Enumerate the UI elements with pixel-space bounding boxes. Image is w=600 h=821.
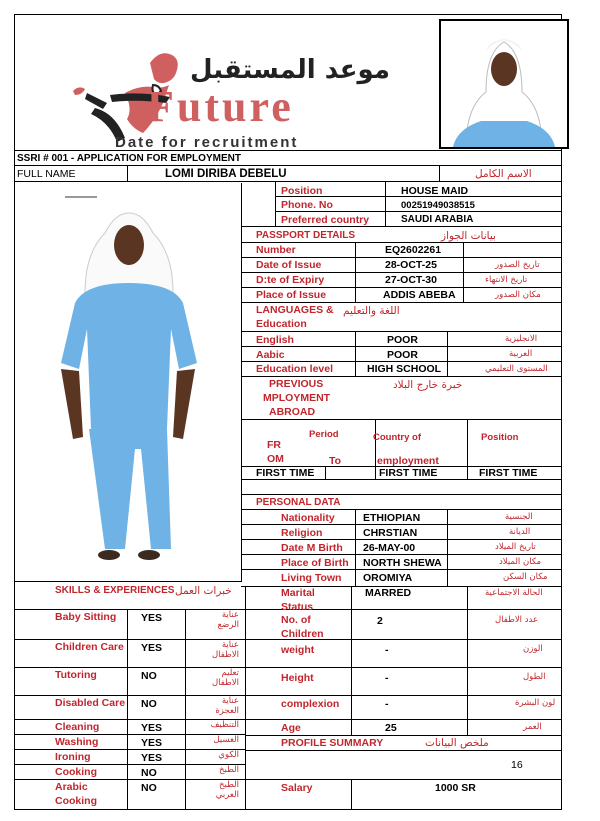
skill-label <box>55 720 99 734</box>
skill-label-line1: Arabic <box>55 781 88 793</box>
issue-place-label: Place of Issue <box>256 289 327 301</box>
nationality-arabic: الجنسية <box>505 512 533 522</box>
weight-arabic: الوزن <box>523 644 543 654</box>
skill-value: YES <box>141 737 163 749</box>
skill-arabic <box>195 640 239 660</box>
birth-place-arabic: مكان الميلاد <box>499 557 542 567</box>
height-value: - <box>385 672 389 684</box>
skill-label-line1: Children Care <box>55 641 124 653</box>
height-label: Height <box>281 672 314 684</box>
skill-arabic-line1: عناية <box>221 640 239 650</box>
birth-date-label: Date M Birth <box>281 542 343 554</box>
skill-value: NO <box>141 670 157 682</box>
skill-value: YES <box>141 612 163 624</box>
skill-label-line1: Washing <box>55 736 99 748</box>
skill-label-line1: Ironing <box>55 751 91 763</box>
form-title-text: APPLICATION FOR EMPLOYMENT <box>76 153 241 164</box>
expiry-date-value: 27-OCT-30 <box>385 274 437 286</box>
skill-value: YES <box>141 752 163 764</box>
age-label: Age <box>281 722 301 734</box>
prev-title-line1: PREVIOUS <box>269 378 324 390</box>
skill-value: YES <box>141 722 163 734</box>
nationality-value: ETHIOPIAN <box>363 512 421 524</box>
skill-arabic <box>195 696 239 716</box>
languages-title-arabic: اللغة والتعليم <box>343 305 400 317</box>
skill-label-line1: Tutoring <box>55 669 97 681</box>
passport-number-value: EQ2602261 <box>385 244 442 256</box>
logo-tagline: Date for recruitment <box>115 134 299 151</box>
from-label-1: FR <box>267 439 281 451</box>
skill-label <box>55 780 97 808</box>
skill-label-line1: Disabled Care <box>55 697 126 709</box>
birth-date-arabic: تاريخ الميلاد <box>495 542 536 552</box>
issue-place-value: ADDIS ABEBA <box>383 289 456 301</box>
living-town-arabic: مكان السكن <box>503 572 548 582</box>
skill-arabic <box>195 735 239 745</box>
issue-date-arabic: تاريخ الصدور <box>495 260 540 270</box>
height-arabic: الطول <box>523 672 546 682</box>
children-label-line1: No. of <box>281 614 311 626</box>
skill-label-line1: Cooking <box>55 766 97 778</box>
skill-label <box>55 750 91 764</box>
expiry-date-arabic: تاريخ الانتهاء <box>485 275 528 285</box>
skill-label <box>55 735 98 749</box>
complexion-value: - <box>385 698 389 710</box>
languages-title <box>256 303 334 331</box>
issue-place-arabic: مكان الصدور <box>495 290 541 300</box>
skill-label-line1: Baby Sitting <box>55 611 117 623</box>
position-label: Position <box>281 185 323 197</box>
skill-arabic <box>195 720 239 730</box>
religion-arabic: الديانة <box>509 527 531 537</box>
phone-label: Phone. No <box>281 199 333 211</box>
skills-title: SKILLS & EXPERIENCES <box>55 585 175 596</box>
full-name-value: LOMI DIRIBA DEBELU <box>165 168 287 180</box>
skill-arabic-line2: الرضع <box>217 620 239 630</box>
full-body-photo <box>15 183 242 582</box>
english-label: English <box>256 334 294 346</box>
marital-arabic: الحالة الاجتماعية <box>485 588 543 598</box>
religion-label: Religion <box>281 527 323 539</box>
languages-title-line2: Education <box>256 318 307 330</box>
country-employment-label-1: Country of <box>373 432 422 443</box>
living-town-value: OROMIYA <box>363 572 413 584</box>
skill-value: NO <box>141 782 157 794</box>
form-title <box>17 153 241 165</box>
skill-arabic-line2: الاطفال <box>211 678 239 688</box>
skill-arabic <box>195 750 239 760</box>
arabic-language-arabic: العربية <box>509 349 533 359</box>
preferred-country-label: Preferred country <box>281 214 370 226</box>
skill-label <box>55 696 125 710</box>
marital-value: MARRED <box>365 587 412 599</box>
skill-arabic-line2: الاطفال <box>211 650 239 660</box>
previous-employment-title <box>263 377 330 419</box>
skill-value: NO <box>141 767 157 779</box>
logo-arabic-text: موعد المستقبل <box>190 55 390 85</box>
skill-arabic-line1: عناية <box>221 610 239 620</box>
complexion-label: complexion <box>281 698 340 710</box>
birth-place-value: NORTH SHEWA <box>363 557 442 569</box>
position-value: HOUSE MAID <box>401 185 469 197</box>
skill-arabic-line1: تعليم <box>221 668 239 678</box>
passport-number-label: Number <box>256 244 296 256</box>
logo-word: Future <box>147 82 294 131</box>
children-arabic: عدد الاطفال <box>495 615 539 625</box>
skill-label <box>55 610 116 624</box>
skill-label <box>55 765 97 779</box>
position-col-label: Position <box>481 432 519 443</box>
age-arabic: العمر <box>523 722 542 732</box>
issue-date-value: 28-OCT-25 <box>385 259 437 271</box>
application-form <box>14 14 562 810</box>
first-time-3: FIRST TIME <box>479 467 538 479</box>
first-time-1: FIRST TIME <box>256 467 315 479</box>
skill-arabic <box>195 765 239 775</box>
skill-arabic <box>195 610 239 630</box>
profile-summary-arabic: ملخص البيانات <box>425 737 489 749</box>
complexion-arabic: لون البشرة <box>515 698 556 708</box>
skill-arabic-line1: الكوي <box>218 750 239 760</box>
skill-arabic <box>195 668 239 688</box>
preferred-country-value: SAUDI ARABIA <box>401 214 474 225</box>
skills-title-arabic: خبرات العمل <box>175 585 232 597</box>
skill-value: NO <box>141 698 157 710</box>
previous-employment-arabic: خبرة خارج البلاد <box>393 379 463 391</box>
expiry-date-label: D:te of Expiry <box>256 274 325 286</box>
skill-arabic-line2: العجزة <box>215 706 239 716</box>
marital-label-line2: Status <box>281 601 314 613</box>
skill-label <box>55 668 97 682</box>
skill-arabic-line1: الغسيل <box>213 735 239 745</box>
skill-arabic-line1: الطبخ <box>219 780 239 790</box>
english-arabic: الانجليزية <box>505 334 538 344</box>
passport-title: PASSPORT DETAILS <box>256 230 356 241</box>
marital-label-line1: Marital <box>281 587 315 599</box>
skill-value: YES <box>141 642 163 654</box>
skill-arabic-line2: العربي <box>215 790 239 800</box>
prev-title-line2: MPLOYMENT <box>263 392 331 404</box>
children-label-line2: Children <box>281 628 324 640</box>
profile-summary-label: PROFILE SUMMARY <box>281 737 384 749</box>
weight-value: - <box>385 644 389 656</box>
education-label: Education level <box>256 363 334 375</box>
prev-title-line3: ABROAD <box>269 406 316 418</box>
headshot-photo <box>439 19 569 149</box>
country-employment-label-2: employment <box>377 455 439 467</box>
from-label-2: OM <box>267 453 284 465</box>
skill-arabic-line1: الطبخ <box>219 765 239 775</box>
issue-date-label: Date of Issue <box>256 259 322 271</box>
marital-label <box>281 586 315 614</box>
passport-title-arabic: بيانات الجواز <box>441 230 496 242</box>
age-value: 25 <box>385 722 397 734</box>
personal-data-title: PERSONAL DATA <box>256 497 341 508</box>
profile-summary-value: 16 <box>511 759 523 771</box>
nationality-label: Nationality <box>281 512 335 524</box>
skill-arabic-line1: التنظيف <box>210 720 239 730</box>
birth-place-label: Place of Birth <box>281 557 349 569</box>
skill-arabic-line1: عناية <box>221 696 239 706</box>
living-town-label: Living Town <box>281 572 342 584</box>
full-name-arabic: الاسم الكامل <box>475 168 532 180</box>
arabic-language-value: POOR <box>387 349 418 361</box>
salary-label: Salary <box>281 782 313 794</box>
education-arabic: المستوى التعليمي <box>485 364 548 374</box>
arabic-language-label: Aabic <box>256 349 285 361</box>
period-label: Period <box>309 429 339 440</box>
skill-arabic <box>195 780 239 800</box>
salary-value: 1000 SR <box>435 782 476 794</box>
company-logo <box>55 33 415 151</box>
skill-label-line2: Cooking <box>55 795 97 807</box>
to-label: To <box>329 455 342 467</box>
full-name-label: FULL NAME <box>17 168 76 180</box>
children-label <box>281 613 324 641</box>
languages-title-line1: LANGUAGES & <box>256 304 334 316</box>
religion-value: CHRSTIAN <box>363 527 418 539</box>
form-number: SSRI # 001 - <box>17 153 75 164</box>
skill-label-line1: Cleaning <box>55 721 100 733</box>
weight-label: weight <box>281 644 315 656</box>
first-time-2: FIRST TIME <box>379 467 438 479</box>
skill-label <box>55 640 124 654</box>
english-value: POOR <box>387 334 418 346</box>
children-value: 2 <box>377 615 383 627</box>
birth-date-value: 26-MAY-00 <box>363 542 416 554</box>
phone-value: 00251949038515 <box>401 200 475 211</box>
education-value: HIGH SCHOOL <box>367 363 442 375</box>
